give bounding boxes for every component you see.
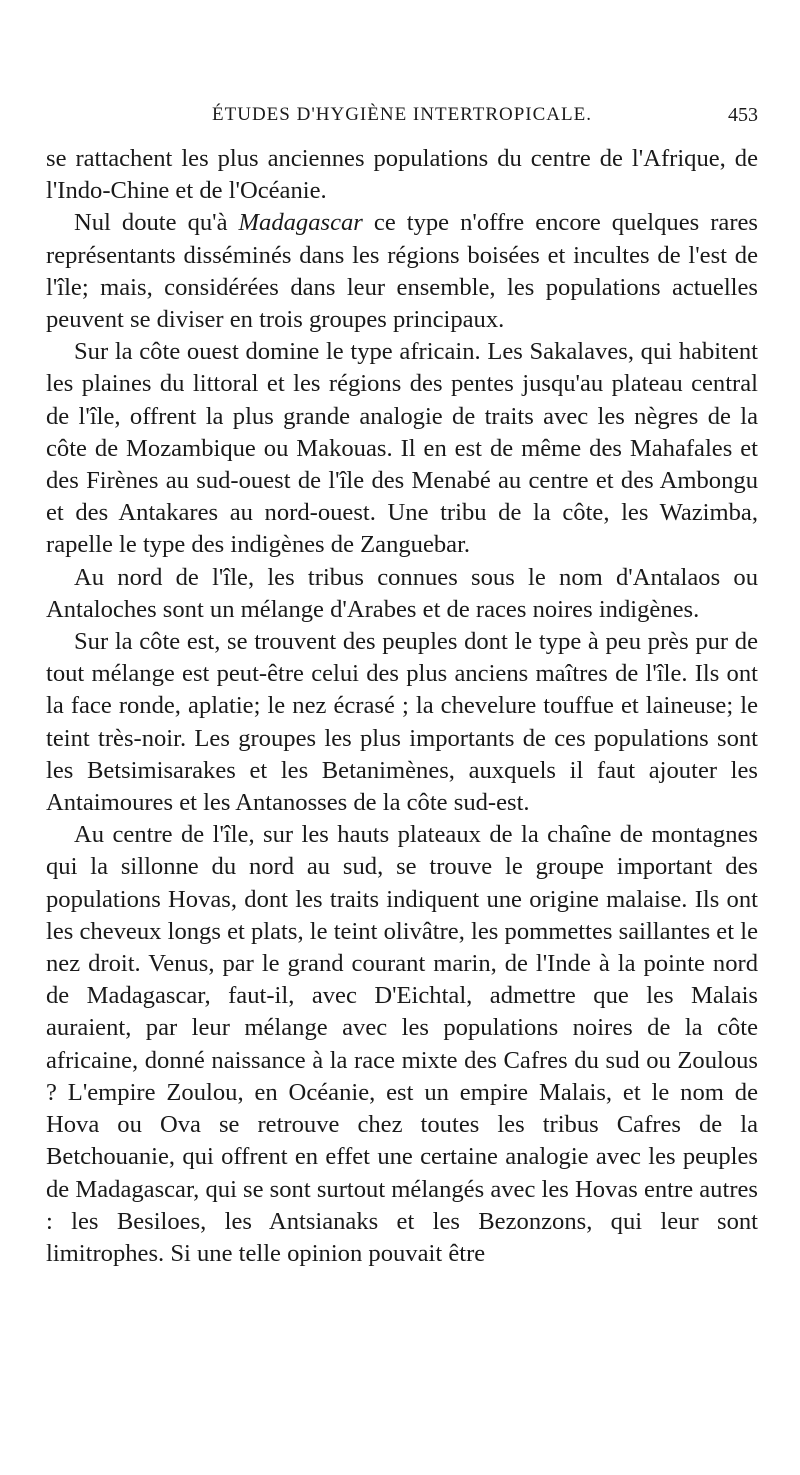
paragraph-2 [46, 207, 758, 336]
body-text [46, 143, 758, 1270]
page-header [46, 104, 758, 134]
paragraph-2-rest: ce type n'offre encore quelques rares représentants disséminés dans les régions boisées et incultes de l'est de l'île; mais, considérées dans leur ensemble, les populations actuelles peuvent se diviser en trois groupes principaux. [46, 209, 758, 334]
paragraph-4: Au nord de l'île, les tribus connues sous le nom d'Antalaos ou Antaloches sont un mélange d'Arabes et de races noires indigènes. [46, 563, 758, 623]
paragraph-5: Sur la côte est, se trouvent des peuples dont le type à peu près pur de tout mélange est peut-être celui des plus anciens maîtres de l'île. Ils ont la face ronde, aplatie; le nez écrasé ; la chevelure touffue et laineuse; le teint très-noir. Les groupes les plus importants de ces populations sont les Betsimisarakes et les Betanimènes, auxquels il faut ajouter les Antaimoures et les Antanosses de la côte sud-est. [46, 628, 758, 817]
running-title: ÉTUDES D'HYGIÈNE INTERTROPICALE. [212, 104, 592, 125]
place-name-madagascar: Madagascar [238, 209, 363, 237]
paragraph-1: se rattachent les plus anciennes populations du centre de l'Afrique, de l'Indo-Chine et de l'Océanie. [46, 145, 758, 205]
paragraph-2-start: Nul doute qu'à [74, 209, 239, 237]
page-number: 453 [728, 104, 758, 126]
paragraph-3: Sur la côte ouest domine le type africain. Les Sakalaves, qui habitent les plaines du littoral et les régions des pentes jusqu'au plateau central de l'île, offrent la plus grande analogie de traits avec les nègres de la côte de Mozambique ou Makouas. Il en est de même des Mahafales et des Firènes au sud-ouest de l'île des Menabé au centre et des Ambongu et des Antakares au nord-ouest. Une tribu de la côte, les Wazimba, rapelle le type des indigènes de Zanguebar. [46, 338, 758, 559]
paragraph-6: Au centre de l'île, sur les hauts plateaux de la chaîne de montagnes qui la sillonne du nord au sud, se trouve le groupe important des populations Hovas, dont les traits indiquent une origine malaise. Ils ont les cheveux longs et plats, le teint olivâtre, les pommettes saillantes et le nez droit. Venus, par le grand courant marin, de l'Inde à la pointe nord de Madagascar, faut-il, avec D'Eichtal, admettre que les Malais auraient, par leur mélange avec les populations noires de la côte africaine, donné naissance à la race mixte des Cafres du sud ou Zoulous ? L'empire Zoulou, en Océanie, est un empire Malais, et le nom de Hova ou Ova se retrouve chez toutes les tribus Cafres de la Betchouanie, qui offrent en effet une certaine analogie avec les peuples de Madagascar, qui se sont surtout mélangés avec les Hovas entre autres : les Besiloes, les Antsianaks et les Bezonzons, qui leur sont limitrophes. Si une telle opinion pouvait être [46, 821, 758, 1267]
